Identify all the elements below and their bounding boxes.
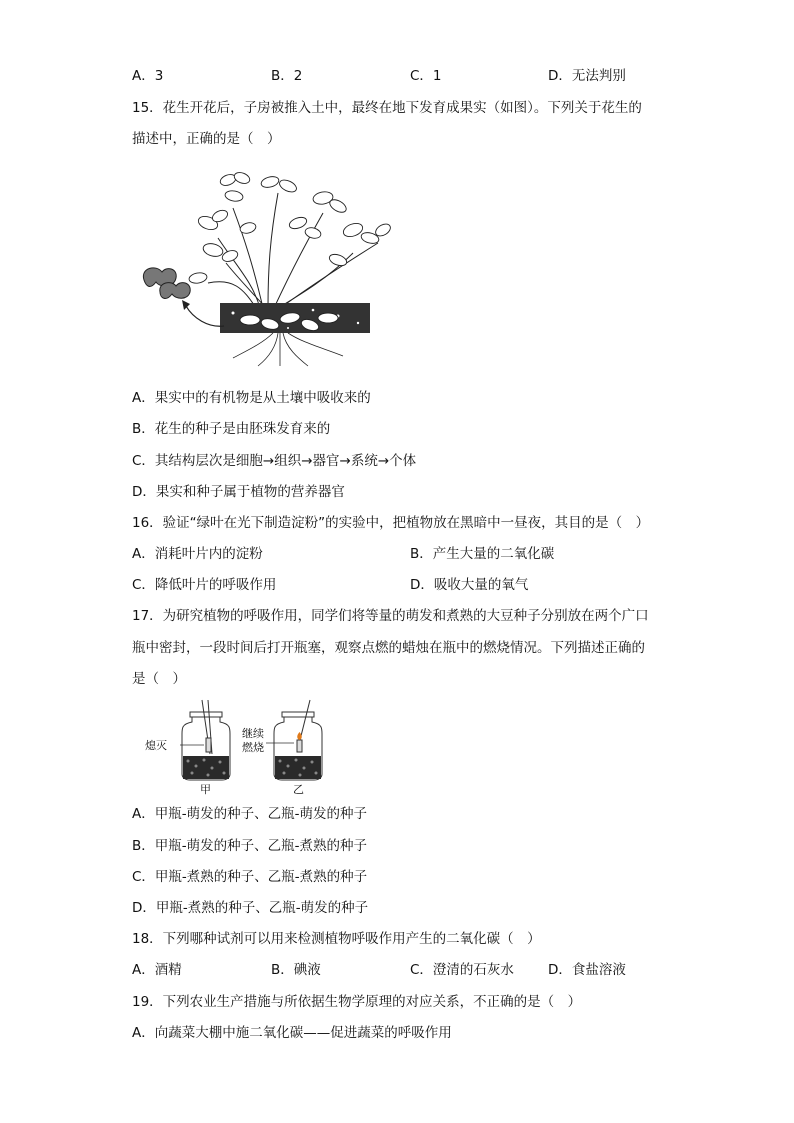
q16-option-b: B．产生大量的二氧化碳 [410,546,555,562]
q16-option-d: D．吸收大量的氧气 [410,577,529,593]
q15-stem-line2: 描述中，正确的是（ ） [132,131,281,147]
q16-option-a: A．消耗叶片内的淀粉 [132,546,263,562]
q17-option-c: C．甲瓶-煮熟的种子、乙瓶-煮熟的种子 [132,869,368,885]
q15-option-b: B．花生的种子是由胚珠发育来的 [132,421,331,437]
q18-option-a: A．酒精 [132,962,182,978]
q16-stem: 16．验证“绿叶在光下制造淀粉”的实验中，把植物放在黑暗中一昼夜，其目的是（ ） [132,515,650,531]
q18-option-b: B．碘液 [271,962,321,978]
q15-stem-line1: 15．花生开花后，子房被推入土中，最终在地下发育成果实（如图）。下列关于花生的 [132,100,642,116]
q18-stem: 18．下列哪种试剂可以用来检测植物呼吸作用产生的二氧化碳（ ） [132,931,541,947]
q18-option-c: C．澄清的石灰水 [410,962,514,978]
label-burning: 燃烧 [242,741,264,754]
q17-option-b: B．甲瓶-萌发的种子、乙瓶-煮熟的种子 [132,838,368,854]
q17-option-a: A．甲瓶-萌发的种子、乙瓶-萌发的种子 [132,806,367,822]
q18-option-d: D．食盐溶液 [548,962,626,978]
candle-flame-icon [297,732,302,740]
q19-option-a: A．向蔬菜大棚中施二氧化碳——促进蔬菜的呼吸作用 [132,1025,452,1041]
q14-option-b: B．2 [271,68,303,84]
label-continue: 继续 [242,727,264,740]
label-jar-yi: 乙 [293,783,304,796]
q17-stem-line1: 17．为研究植物的呼吸作用，同学们将等量的萌发和煮熟的大豆种子分别放在两个广口 [132,608,649,624]
q14-option-d: D．无法判别 [548,68,626,84]
q15-option-c: C．其结构层次是细胞→组织→器官→系统→个体 [132,453,417,469]
label-extinguished: 熄灭 [145,739,167,752]
peanut-plant-illustration [138,168,410,368]
label-jar-jia: 甲 [200,783,211,796]
q14-option-c: C．1 [410,68,442,84]
q15-option-d: D．果实和种子属于植物的营养器官 [132,484,345,500]
q19-stem: 19．下列农业生产措施与所依据生物学原理的对应关系，不正确的是（ ） [132,994,582,1010]
q14-option-a: A．3 [132,68,164,84]
q16-option-c: C．降低叶片的呼吸作用 [132,577,277,593]
q15-option-a: A．果实中的有机物是从土壤中吸收来的 [132,390,371,406]
jar-experiment-illustration [176,698,336,782]
q17-stem-line2: 瓶中密封，一段时间后打开瓶塞，观察点燃的蜡烛在瓶中的燃烧情况。下列描述正确的 [132,640,645,656]
q17-option-d: D．甲瓶-煮熟的种子、乙瓶-萌发的种子 [132,900,369,916]
q17-stem-line3: 是（ ） [132,671,186,687]
